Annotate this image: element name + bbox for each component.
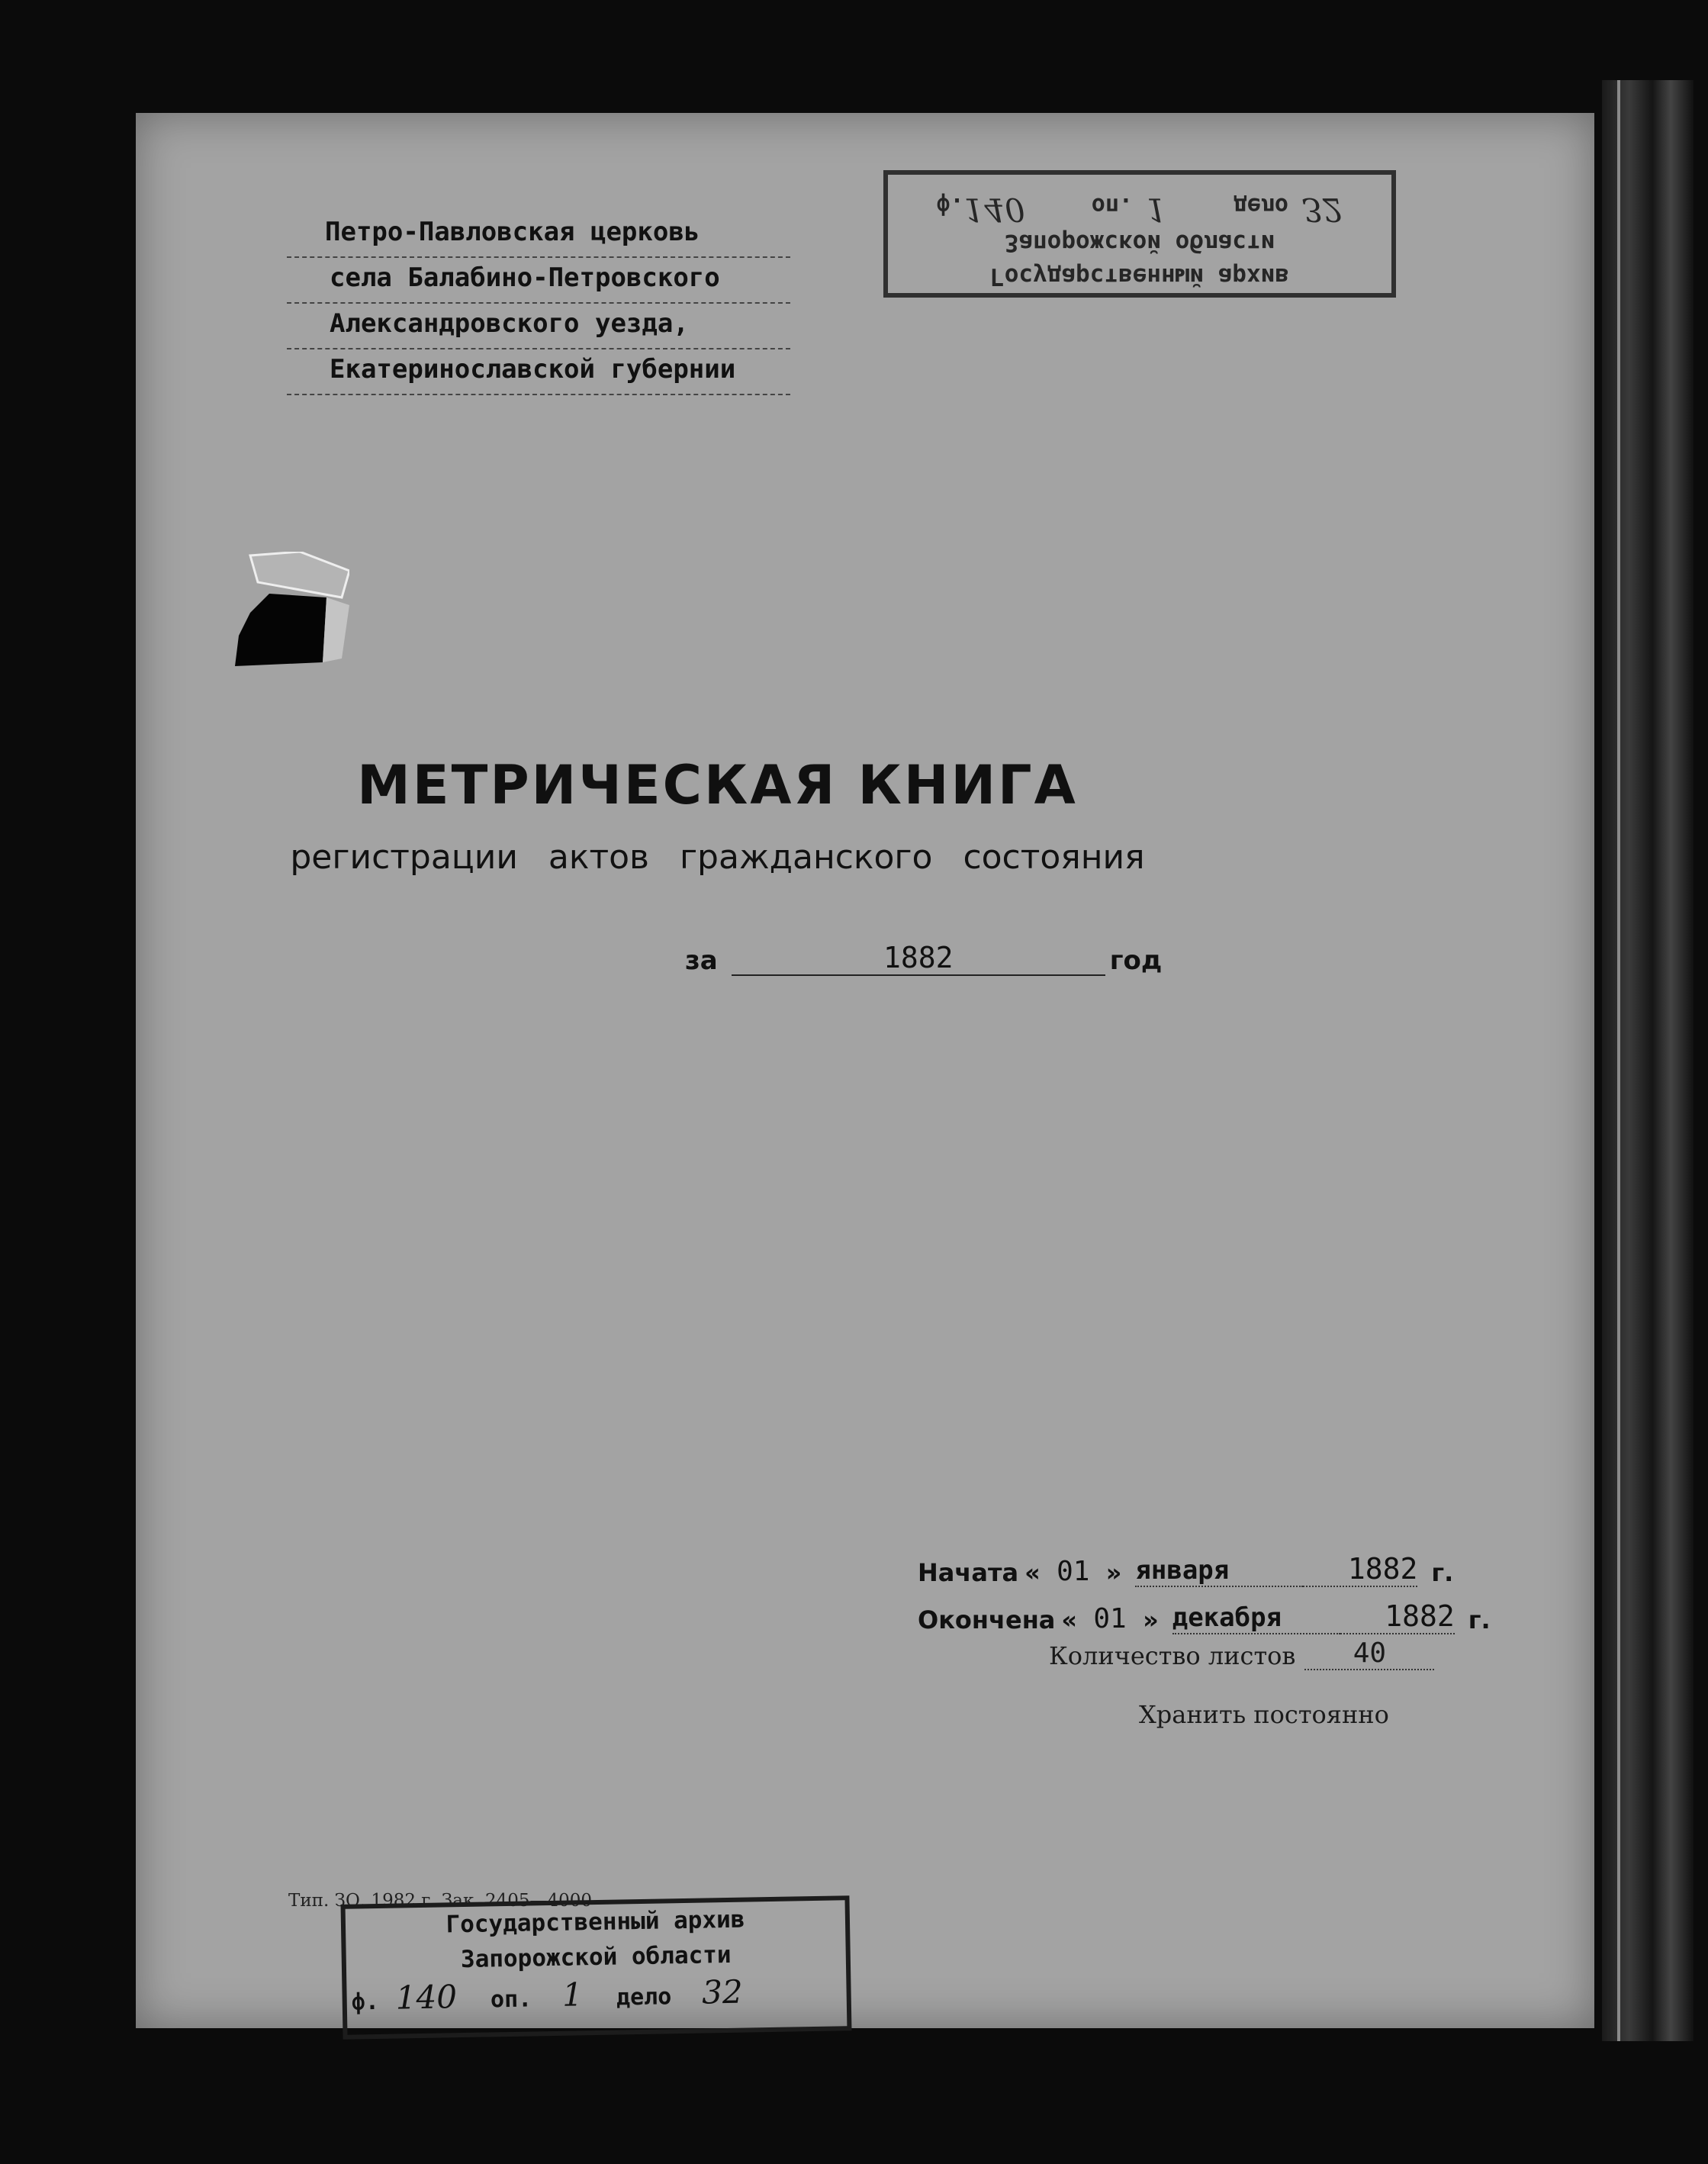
stamp-meta (346, 1970, 847, 2022)
stamp-delo: дело 32 (616, 1972, 744, 2011)
title-block (136, 754, 1234, 877)
started-open-quote: « (1024, 1558, 1041, 1587)
ended-row (918, 1587, 1491, 1634)
church-line-3: Александровского уезда, (287, 304, 790, 349)
scan-edge-right (1602, 80, 1694, 2041)
page-title: МЕТРИЧЕСКАЯ КНИГА (357, 754, 1078, 816)
dates-block (918, 1540, 1491, 1634)
ended-year: 1882 (1340, 1599, 1455, 1634)
church-block (287, 212, 790, 395)
started-month: января (1135, 1555, 1303, 1587)
stamp-fond: ф. 140 (351, 1978, 458, 2017)
ended-open-quote: « (1061, 1605, 1078, 1634)
stamp-top-delo: дело 32 (1233, 191, 1343, 228)
year-suffix: год (1109, 945, 1163, 976)
ended-label: Окончена (918, 1605, 1056, 1634)
document-cover (136, 113, 1594, 2028)
stamp-top-line-2: Запорожской области (1004, 229, 1275, 256)
started-close-quote: » (1105, 1558, 1122, 1587)
stamp-top-fond: ф.140 (936, 191, 1025, 228)
stamp-top-line-1: Государственный архив (990, 262, 1289, 290)
started-day: 01 (1057, 1556, 1090, 1587)
stamp-line-1: Государственный архив (445, 1905, 745, 1939)
church-line-2: села Балабино-Петровского (287, 258, 790, 304)
torn-hole (227, 552, 349, 678)
sheets-count: 40 (1304, 1637, 1434, 1670)
church-line-4: Екатеринославской губернии (287, 349, 790, 395)
archive-stamp-mirrored (883, 170, 1396, 298)
sheets-label: Количество листов (1049, 1641, 1296, 1670)
ended-day: 01 (1093, 1603, 1127, 1634)
started-row (918, 1540, 1491, 1587)
archive-stamp (341, 1895, 852, 2040)
started-suffix: г. (1431, 1558, 1454, 1587)
stamp-top-opis: оп. 1 (1091, 191, 1167, 228)
ended-close-quote: » (1143, 1605, 1159, 1634)
started-label: Начата (918, 1558, 1019, 1587)
page-subtitle: регистрации актов гражданского состояния (290, 838, 1145, 877)
ended-month: декабря (1172, 1602, 1340, 1634)
church-line-1: Петро-Павловская церковь (287, 212, 790, 258)
retention-note: Хранить постоянно (1139, 1700, 1389, 1729)
printer-mark: Тип. ЗО. 1982 г. Зак. 2405—4000 (288, 1891, 593, 1911)
started-year: 1882 (1303, 1552, 1417, 1587)
stamp-line-2: Запорожской области (460, 1940, 732, 1974)
year-value: 1882 (732, 941, 1105, 976)
year-row (685, 941, 1162, 976)
stamp-opis: оп. 1 (490, 1976, 584, 2014)
sheets-row (1049, 1637, 1434, 1670)
stamp-top-meta (888, 188, 1391, 226)
ended-suffix: г. (1468, 1605, 1491, 1634)
year-prefix: за (685, 945, 718, 976)
